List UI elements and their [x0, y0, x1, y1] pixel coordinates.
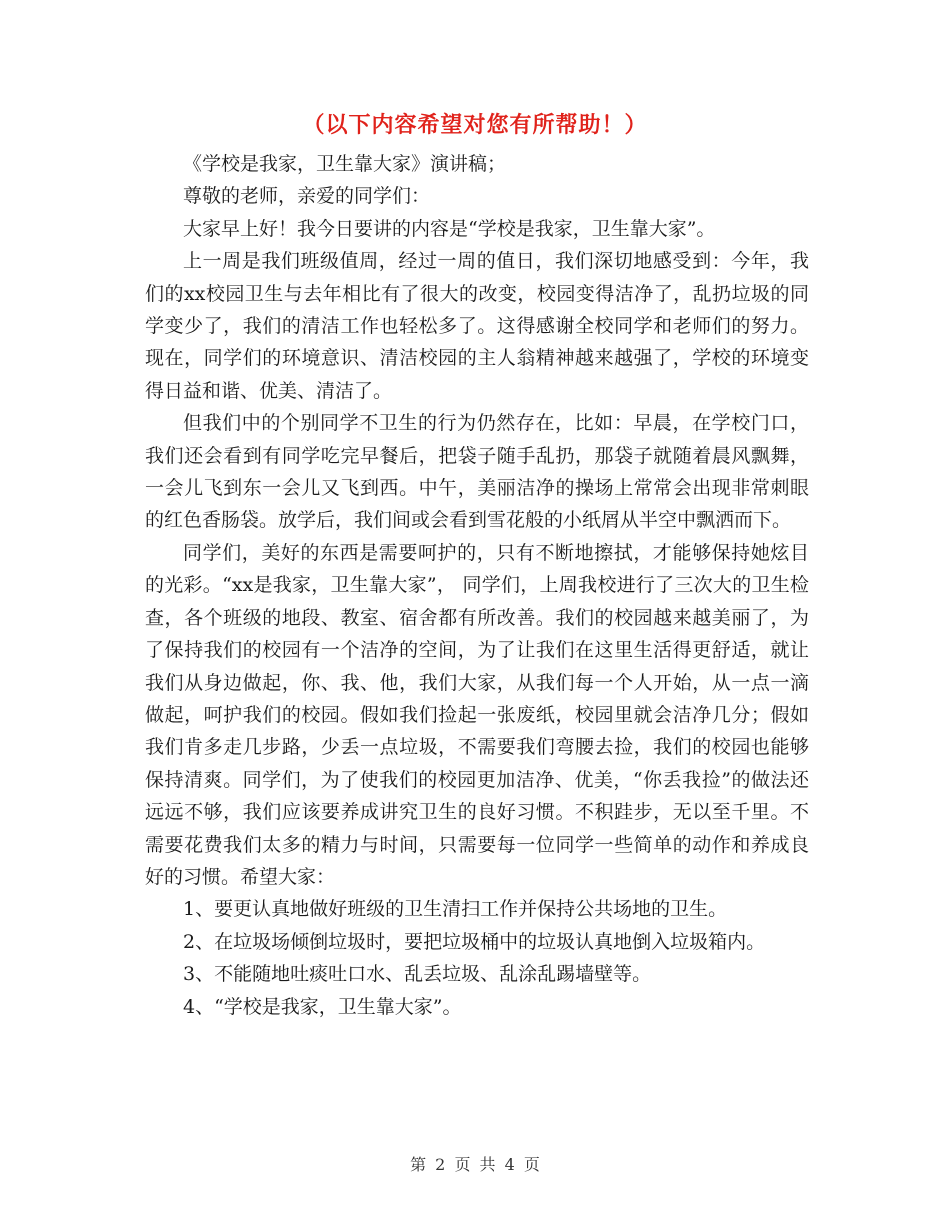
- document-body: [145, 148, 809, 1023]
- list-item-1: 1、要更认真地做好班级的卫生清扫工作并保持公共场地的卫生。: [183, 898, 728, 921]
- list-item-2: 2、在垃圾场倾倒垃圾时，要把垃圾桶中的垃圾认真地倒入垃圾箱内。: [183, 930, 766, 953]
- speech-title: 《学校是我家，卫生靠大家》演讲稿；: [183, 153, 507, 175]
- header-note: （以下内容希望对您有所帮助！）: [302, 113, 648, 138]
- list-item-4: 4、“学校是我家，卫生靠大家”。: [183, 995, 462, 1018]
- salutation: 尊敬的老师，亲爱的同学们：: [183, 185, 431, 208]
- paragraph-call-to-action: 同学们，美好的东西是需要呵护的，只有不断地擦拭，才能够保持她炫目的光彩。“xx是我家，卫生靠大家”， 同学们，上周我校进行了三次大的卫生检查，各个班级的地段、教室、宿舍都有所改善。我们的校园越来越美丽了，为了保持我们的校园有一个洁净的空间，为了让我们在这里生活得更舒适，就让我们从身边做起，你、我、他，我们大家，从我们每一个人开始，从一点一滴做起，呵护我们的校园。假如我们捡起一张废纸，校园里就会洁净几分；假如我们肯多走几步路，少丢一点垃圾，不需要我们弯腰去捡，我们的校园也能够保持清爽。同学们，为了使我们的校园更加洁净、优美，“你丢我捡”的做法还远远不够，我们应该要养成讲究卫生的良好习惯。不积跬步，无以至千里。不需要花费我们太多的精力与时间，只需要每一位同学一些简单的动作和养成良好的习惯。希望大家：: [145, 541, 809, 888]
- page-footer: 第 2 页 共 4 页: [410, 1155, 540, 1174]
- paragraph-greeting: 大家早上好！我今日要讲的内容是“学校是我家，卫生靠大家”。: [183, 217, 716, 240]
- paragraph-bad-behavior: 但我们中的个别同学不卫生的行为仍然存在，比如：早晨，在学校门口，我们还会看到有同学吃完早餐后，把袋子随手乱扔，那袋子就随着晨风飘舞，一会儿飞到东一会儿又飞到西。中午，美丽洁净的操场上常常会出现非常刺眼的红色香肠袋。放学后，我们间或会看到雪花般的小纸屑从半空中飘洒而下。: [145, 412, 809, 532]
- paragraph-duty-week: 上一周是我们班级值周，经过一周的值日，我们深切地感受到：今年，我们的xx校园卫生与去年相比有了很大的改变，校园变得洁净了，乱扔垃圾的同学变少了，我们的清洁工作也轻松多了。这得感谢全校同学和老师们的努力。现在，同学们的环境意识、清洁校园的主人翁精神越来越强了，学校的环境变得日益和谐、优美、清洁了。: [145, 250, 809, 402]
- list-item-3: 3、不能随地吐痰吐口水、乱丢垃圾、乱涂乱踢墙壁等。: [183, 963, 652, 986]
